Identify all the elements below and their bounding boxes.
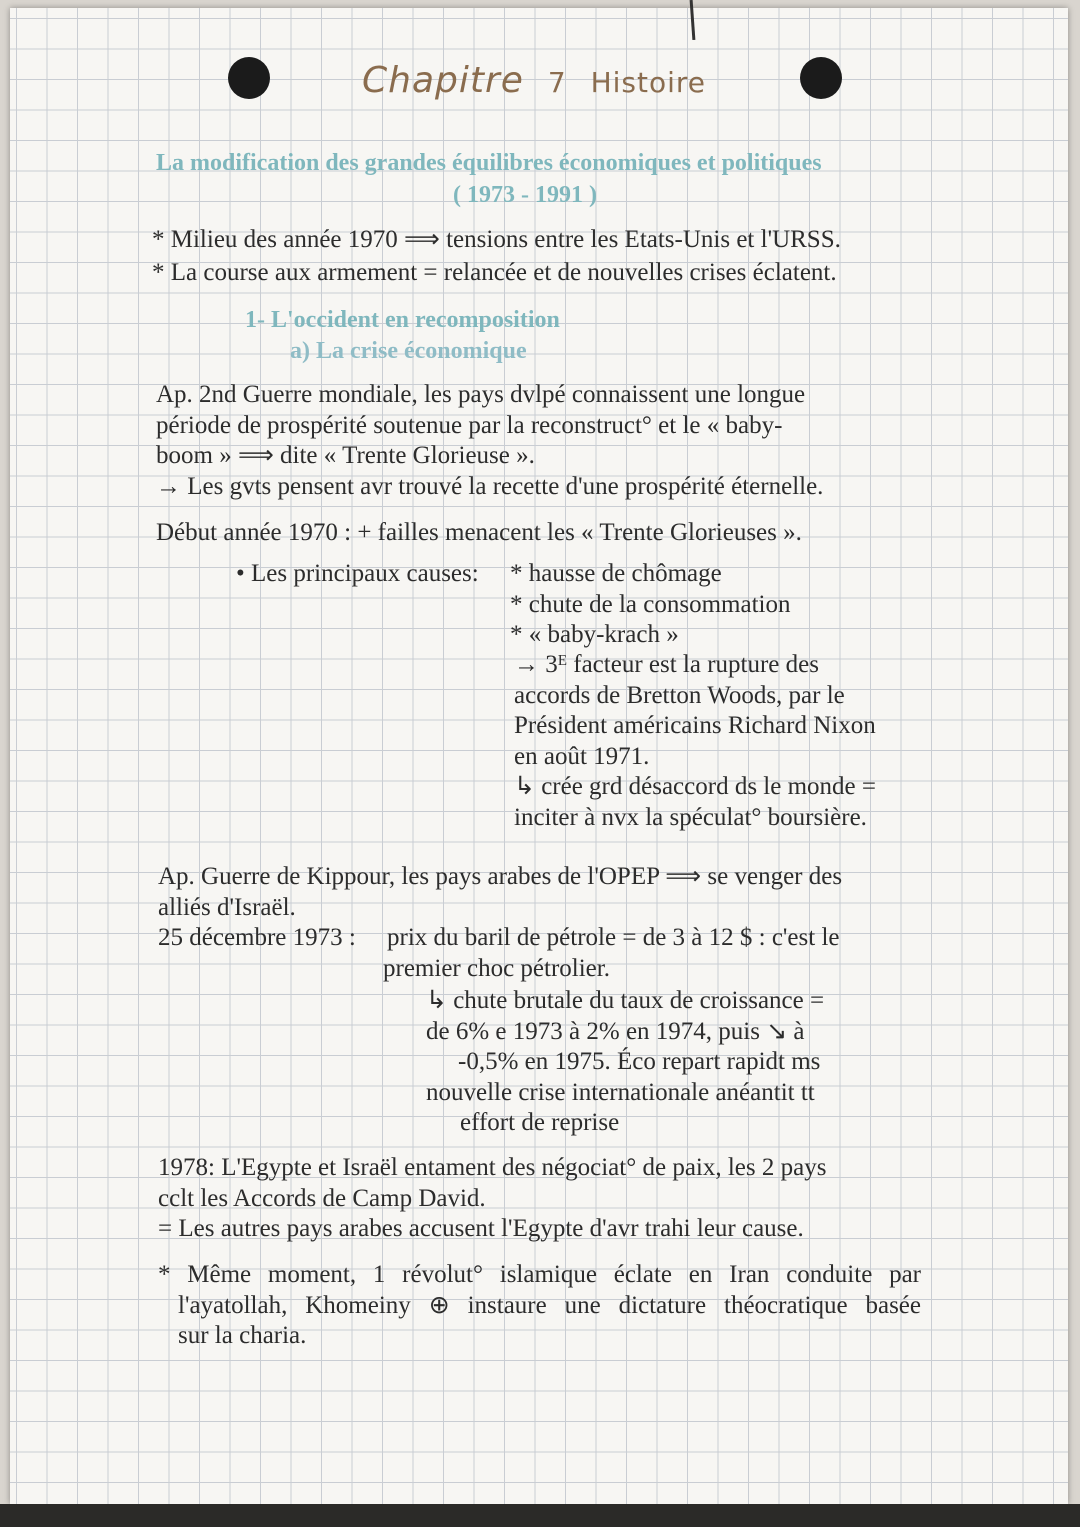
chapter-word: Chapitre	[362, 60, 524, 101]
chapter-number: 7	[547, 66, 567, 99]
binder-hole-right	[800, 57, 842, 99]
paragraph-camp-david	[158, 1153, 826, 1245]
paragraph-iran	[158, 1260, 921, 1352]
text-line: → Les gvts pensent avr trouvé la recette d'une prospérité éternelle.	[156, 472, 824, 500]
text-line: période de prospérité soutenue par la reconstruct° et le « baby-	[156, 411, 783, 439]
causes-label: • Les principaux causes:	[236, 560, 479, 587]
paragraph-postwar	[156, 380, 823, 502]
paragraph-1970: Début année 1970 : + failles menacent les « Trente Glorieuses ».	[156, 519, 802, 546]
page-bottom-edge	[0, 1504, 1080, 1527]
page-title-line2: ( 1973 - 1991 )	[453, 182, 597, 208]
text-line: alliés d'Israël.	[158, 893, 296, 921]
text-line: Ap. 2nd Guerre mondiale, les pays dvlpé connaissent une longue	[156, 381, 806, 408]
text-line: accords de Bretton Woods, par le	[514, 681, 845, 709]
text-line: ↳ chute brutale du taux de croissance =	[426, 987, 825, 1014]
text-line: -0,5% en 1975. Éco repart rapidt ms	[458, 1048, 821, 1075]
text-line: l'ayatollah, Khomeiny ⊕ instaure une dictature théocratique basée	[178, 1291, 921, 1319]
text-line: en août 1971.	[514, 742, 650, 770]
cause-item: * hausse de chômage	[510, 560, 722, 587]
cause-item: * chute de la consommation	[510, 590, 791, 618]
text-line: Ap. Guerre de Kippour, les pays arabes de l'OPEP ⟹ se venger des	[158, 863, 843, 890]
text-line: de 6% e 1973 à 2% en 1974, puis ↘ à	[426, 1017, 805, 1045]
text-line: * Même moment, 1 révolut° islamique éclate en Iran conduite par	[158, 1261, 921, 1288]
text-line: effort de reprise	[460, 1109, 620, 1136]
intro-item: * La course aux armement = relancée et de nouvelles crises éclatent.	[152, 258, 837, 286]
paragraph-kippour	[158, 862, 842, 923]
binder-hole-left	[228, 57, 270, 99]
causes-detail	[514, 650, 876, 833]
text-line: inciter à nvx la spéculat° boursière.	[514, 803, 867, 831]
date-1973: 25 décembre 1973 :	[158, 924, 356, 951]
text-line: Président américains Richard Nixon	[514, 712, 876, 739]
causes-list	[510, 559, 790, 651]
oil-crisis-detail	[426, 986, 824, 1139]
text-line: → 3ᴱ facteur est la rupture des	[514, 651, 819, 678]
text-line: premier choc pétrolier.	[383, 955, 610, 982]
chapter-header	[362, 60, 706, 101]
subsection-heading: a) La crise économique	[290, 338, 527, 364]
intro-list	[152, 225, 841, 288]
intro-item: * Milieu des année 1970 ⟹ tensions entre les Etats-Unis et l'URSS.	[152, 226, 841, 253]
chapter-subject: Histoire	[590, 66, 707, 99]
section-heading: 1- L'occident en recomposition	[245, 307, 560, 333]
text-line: = Les autres pays arabes accusent l'Egypte d'avr trahi leur cause.	[158, 1215, 804, 1242]
text-line: boom » ⟹ dite « Trente Glorieuse ».	[156, 442, 535, 469]
page-title-line1: La modification des grandes équilibres économiques et politiques	[156, 150, 822, 176]
text-line: prix du baril de pétrole = de 3 à 12 $ : c'est le	[387, 924, 840, 951]
text-line: cclt les Accords de Camp David.	[158, 1184, 486, 1212]
cause-item: * « baby-krach »	[510, 621, 679, 648]
text-line: sur la charia.	[178, 1322, 307, 1349]
text-line: ↳ crée grd désaccord ds le monde =	[514, 773, 876, 800]
text-line: 1978: L'Egypte et Israël entament des négociat° de paix, les 2 pays	[158, 1154, 827, 1181]
text-line: nouvelle crise internationale anéantit tt	[426, 1078, 815, 1106]
